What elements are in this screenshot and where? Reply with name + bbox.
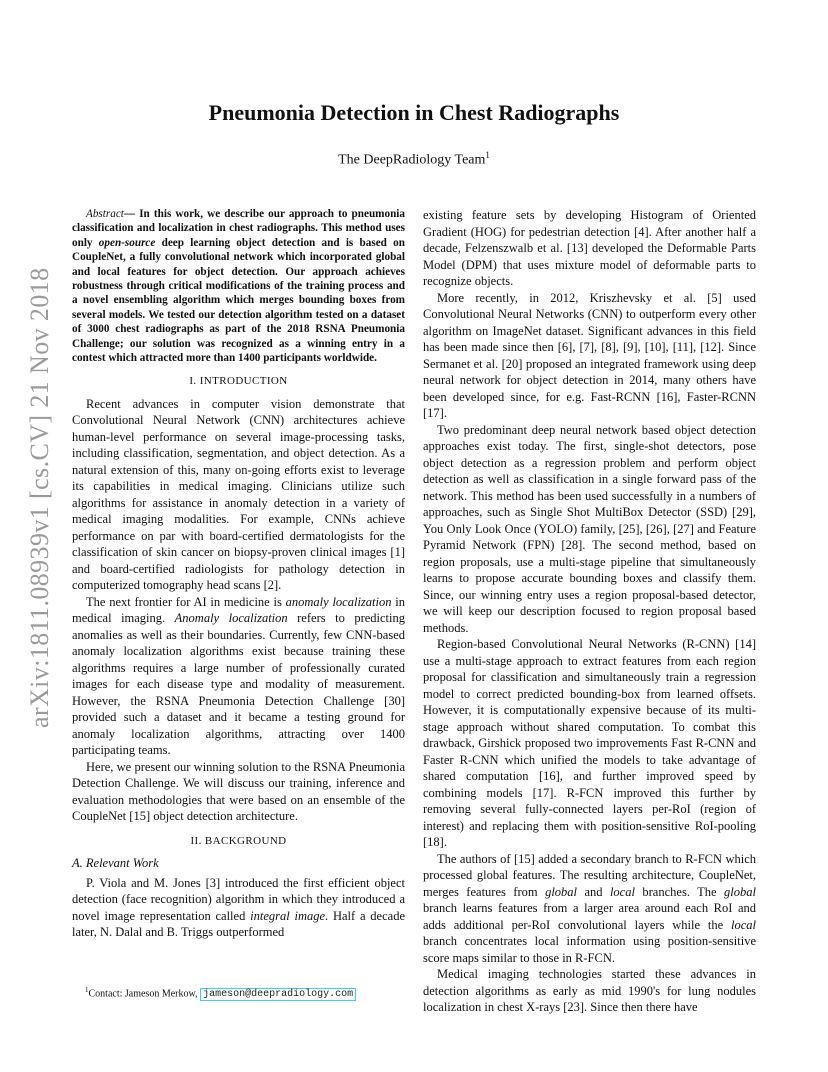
- email-link[interactable]: jameson@deepradiology.com: [200, 988, 356, 1001]
- abstract-text-1: — In this work, we describe our approach to pneumonia classification and localization in chest radiographs. This method uses only: [72, 208, 405, 249]
- background-paragraph-1: [72, 875, 405, 941]
- author-name: The DeepRadiology Team: [338, 152, 486, 168]
- paper-title: Pneumonia Detection in Chest Radiographs: [208, 100, 620, 125]
- footnote-text: Contact: Jameson Merkow,: [88, 988, 201, 1000]
- emphasis-span: anomaly localization: [285, 594, 392, 609]
- intro-paragraph-1: Recent advances in computer vision demonstrate that Convolutional Neural Network (CNN) architectures achieve human-level performance on several image-processing tasks, including classification, segmentation, and object detection. As a natural extension of this, many on-going efforts exist to leverage its capabilities in medical imaging. Clinicians utilize such algorithms for assistance in anomaly detection in a variety of medical imaging modalities. For example, CNNs achieve performance on par with board-certified dermatologists for the classification of skin cancer on biopsy-proven clinical images [1] and board-certified radiologists for pathology detection in computerized tomography head scans [2].: [72, 396, 405, 593]
- background-paragraph-4: Region-based Convolutional Neural Networks (R-CNN) [14] use a multi-stage approach to extract features from each region proposal for classification and simultaneously train a regression model to correct predicted bounding-box from learned offsets. However, it is computationally expensive because of its multi-stage approach without shared computation. To combat this drawback, Girshick proposed two improvements Fast R-CNN and Faster R-CNN which unified the models to take advantage of shared computation [16], and further improved speed by combining models [17]. R-FCN improved this further by removing several fully-connected layers per-RoI (region of interest) and replacing them with position-sensitive RoI-pooling [18].: [423, 637, 756, 849]
- section-heading-background: II. BACKGROUND: [190, 834, 287, 847]
- background-paragraph-3: Two predominant deep neural network based object detection approaches exist today. The first, single-shot detectors, pose object detection as a regression problem and perform object detection as well as classification in a single forward pass of the network. This method has been used successfully in a numbers of approaches, such as Single Shot MultiBox Detector (SSD) [29], You Only Look Once (YOLO) family, [25], [26], [27] and Feature Pyramid Network (FPN) [28]. The second method, based on region proposals, use a multi-stage pipeline that simultaneously learns to propose accurate bounding boxes and classify them. Since, our winning entry uses a region proposal-based detector, we will keep our description focused to region proposal based methods.: [423, 422, 756, 635]
- text-span: refers to predicting anomalies as well as their boundaries. Currently, few CNN-based anomaly localization algorithms exist because training these algorithms requires a large number of professionally curated images for each disease type and modality of measurement. However, the RSNA Pneumonia Detection Challenge [30] provided such a dataset and it became a testing ground for anomaly localization algorithms, attracting over 1400 participating teams.: [72, 611, 405, 758]
- abstract-label: Abstract: [86, 208, 124, 220]
- abstract: [72, 207, 405, 365]
- emphasis-span: global: [724, 884, 756, 899]
- section-heading-introduction: I. INTRODUCTION: [189, 375, 288, 388]
- text-span: The next frontier for AI in medicine is: [86, 594, 286, 609]
- background-paragraph-continued: existing feature sets by developing Histogram of Oriented Gradient (HOG) for pedestrian detection [4]. After another half a decade, Felzenszwalb et al. [13] developed the Deformable Parts Model (DPM) that uses mixture model of deformable parts to recognize objects.: [423, 208, 756, 288]
- author-line: [0, 150, 828, 169]
- right-column: [423, 207, 756, 1016]
- background-paragraph-5: [423, 851, 756, 967]
- intro-paragraph-2: [72, 594, 405, 759]
- text-span: P. Viola and M. Jones [3] introduced the first efficient object detection (face recognition) algorithm in which they introduced a novel image representation called: [72, 875, 405, 923]
- subsection-heading: A. Relevant Work: [72, 856, 159, 871]
- background-paragraph-6: Medical imaging technologies started these advances in detection algorithms as early as mid 1990's for lung nodules localization in chest X-rays [23]. Since then there have: [423, 967, 756, 1014]
- footnote: [85, 986, 356, 1000]
- emphasis-span: Anomaly localization: [174, 611, 288, 626]
- left-column: [72, 207, 405, 941]
- text-span: in medical imaging.: [72, 594, 405, 626]
- background-paragraph-2: More recently, in 2012, Kriszhevsky et al. [5] used Convolutional Neural Networks (CNN) to outperform every other algorithm on ImageNet dataset. Significant advances in this field has been made since then [6], [7], [8], [9], [10], [11], [12]. Since Sermanet et al. [20] proposed an integrated framework using deep neural network for object detection in 2014, many others have been developed since, for e.g. Fast-RCNN [16], Faster-RCNN [17].: [423, 290, 756, 420]
- arxiv-identifier: arXiv:1811.08939v1 [cs.CV] 21 Nov 2018: [25, 267, 54, 729]
- text-span: . Half a decade later, N. Dalal and B. Triggs outperformed: [72, 908, 405, 940]
- text-span: and: [577, 884, 610, 899]
- abstract-text-2: deep learning object detection and is based on CoupleNet, a fully convolutional network which incorporated global and local features for object detection. Our approach achieves robustness through critical modifications of the training process and a novel ensembling algorithm which merges bounding boxes from several models. We tested our detection algorithm tested on a dataset of 3000 chest radiographs as part of the 2018 RSNA Pneumonia Challenge; our solution was recognized as a winning entry in a contest which attracted more than 1400 participants worldwide.: [72, 236, 405, 365]
- text-span: branch concentrates local information using position-sensitive score maps similar to those in R-FCN.: [423, 934, 756, 965]
- abstract-emphasis: open-source: [98, 236, 156, 249]
- emphasis-span: local: [731, 917, 756, 932]
- author-footnote-mark: 1: [485, 150, 490, 160]
- intro-paragraph-3: Here, we present our winning solution to the RSNA Pneumonia Detection Challenge. We will discuss our training, inference and evaluation methodologies that were based on an ensemble of the CoupleNet [15] object detection architecture.: [72, 759, 405, 824]
- text-span: branch learns features from a larger area around each RoI and adds additional per-RoI convolutional layers while the: [423, 901, 756, 932]
- emphasis-span: local: [609, 884, 635, 899]
- text-span: branches. The: [634, 884, 725, 899]
- emphasis-span: global: [545, 884, 578, 899]
- text-span: The authors of [15] added a secondary branch to R-FCN which processed global features. The resulting architecture, CoupleNet, merges features from: [423, 851, 756, 899]
- emphasis-span: integral image: [250, 908, 326, 923]
- footnote-mark: 1: [85, 986, 89, 994]
